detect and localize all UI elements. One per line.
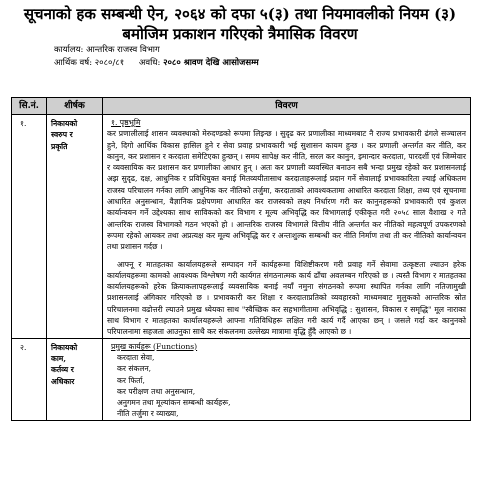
- subheading-background: १. पृष्ठभूमि: [111, 118, 141, 127]
- year-line: [54, 57, 480, 70]
- title-line-1: सूचनाको हक सम्बन्धी ऐन, २०६४ को दफा ५(३) तथा नियमावलीको नियम (३): [23, 5, 457, 23]
- function-item: कर फिर्ता,: [117, 375, 145, 385]
- table-row: [12, 115, 471, 339]
- function-item: कर संकलन,: [117, 364, 152, 374]
- heading-line: निकायको: [51, 342, 78, 352]
- page-title: [0, 0, 480, 44]
- function-item: अनुगमन तथा मूल्यांकन सम्बन्धी कार्यहरू,: [117, 398, 231, 408]
- fiscal-year: २०८०/८१: [94, 58, 125, 68]
- col-header-heading: शीर्षक: [47, 98, 103, 115]
- col-header-details: विवरण: [103, 98, 471, 115]
- table-row: [12, 338, 471, 420]
- heading-line: स्वरुप र: [51, 130, 73, 140]
- fiscal-year-label: आर्थिक वर्ष:: [54, 58, 93, 68]
- function-item: करदाता सेवा,: [117, 352, 155, 362]
- function-item: कर परीक्षण तथा अनुसन्धान,: [117, 386, 196, 396]
- row-details: [103, 338, 471, 420]
- report-table: [11, 97, 471, 421]
- col-header-serial: सि.नं.: [12, 98, 47, 115]
- row-serial: १.: [12, 115, 47, 339]
- row-details: [103, 115, 471, 339]
- heading-line: काम,: [51, 353, 66, 363]
- heading-line: निकायको: [51, 119, 78, 128]
- paragraph: कर प्रणालीलाई शासन व्यवस्थाको मेरुदण्डको रूपमा लिइन्छ । सुदृढ कर प्रणालीका माध्यमबाट नै राज्य प्रभावकारी ढंगले सञ्चालन हुने, दिगो आर्थिक विकास हासिल हुने र सेवा प्रवाह प्रभावकारी भई सुशासन कायम हुन्छ । कर प्रणाली अन्तर्गत कर नीति, कर कानुन, कर प्रशासन र करदाता समेटिएका हुन्छन् । समय सापेक्ष कर नीति, सरल कर कानुन, इमान्दार करदाता, पारदर्शी एवं जिम्मेवार र व्यवसायिक कर प्रशासन कर प्रणालीका आधार हुन् । अतः कर प्रणाली व्यवस्थित बनाउन सबै भन्दा प्रमुख रहेको कर प्रशासनलाई अझ सुदृढ, दक्ष, आधुनिक र प्रविधियुक्त बनाई मितव्ययीतासाथ करदाताहरूलाई प्रदान गर्ने सेवालाई प्रभावकारिता ल्याई अधिकतम राजस्व परिचालन गर्नका लागि आधुनिक कर नीतिको तर्जुमा, करदाताको आवश्यकतामा आधारित करदाता शिक्षा, तथ्य एवं सूचनामा आधारित अनुसन्धान, वैज्ञानिक प्रक्षेपणमा आधारित कर राजस्वको लक्ष्य निर्धारण गरी कर कानुनहरूको प्रभावकारी एवं कुशल कार्यान्वयन गर्ने उद्देश्यका साथ साविकको कर विभाग र मूल्य अभिवृद्धि कर विभागलाई एकीकृत गरी २०५८ साल वैशाख २ गते आन्तरिक राजस्व विभागको गठन भएको हो । आन्तरिक राजस्व विभागले वित्तीय नीति अन्तर्गत कर नीतिको महत्वपूर्ण उपकरणको रूपमा रहेको आयकर तथा अप्रत्यक्ष कर मूल्य अभिवृद्धि कर र अन्तःशुल्क सम्बन्धी कर नीति निर्माण तथा ती कर नीतिको कार्यान्वयन तथा प्रशासन गर्दछ ।: [107, 129, 466, 252]
- period: २०८० श्रावण देखि आसोजसम्म: [163, 58, 259, 68]
- heading-line: अधिकार: [51, 376, 75, 386]
- table-header-row: [12, 98, 471, 115]
- heading-line: कर्तव्य र: [51, 365, 74, 375]
- office-name: आन्तरिक राजस्व विभाग: [86, 45, 160, 55]
- function-item: नीति तर्जुमा र व्याख्या,: [117, 409, 179, 419]
- row-heading: [47, 338, 103, 420]
- row-serial: २.: [12, 338, 47, 420]
- period-label: अवधि:: [138, 58, 161, 68]
- paragraph: आफ्नू र मातहतका कार्यालयहरूले सम्पादन गर्ने कार्यहरूमा विशिष्टीकरण गरी प्रवाह गर्ने सेवामा उत्कृष्टता ल्याउन हरेक कार्यालयहरूमा कामको आवश्यक विश्लेषण गरी कार्यगत संगठनात्मक कार्य ढाँचा अवलम्बन गरिएको छ । त्यस्तै विभाग र मातहतका कार्यालयहरूको हरेक क्रियाकलापहरूलाई व्यवसायिक बनाई नयाँ नमुना संगठनको रूपमा स्थापित गर्नका लागि नतिजामुखी प्रशासनलाई अंगिकार गरिएको छ । प्रभावकारी कर शिक्षा र करदाताप्रतिको व्यवहारको माध्यमबाट मुलुकको आन्तरिक स्रोत परिचालनमा वढोत्तरी ल्याउने प्रमुख ध्येयका साथ "स्वैच्छिक कर सहभागीतामा अभिवृद्धि : सुशासन, विकास र समृद्धि" मूल नाराका साथ विभाग र मातहतका कार्यालयहरूले आफ्ना गतिविधिहरू लक्षित गरी कार्य गर्दै आएका छन् । जसले गर्दा कर कानुनको परिपालनामा सहजता आउनुका साथै कर संकलनमा उल्लेख्य मात्रामा वृद्धि हुँदै आएको छ ।: [107, 259, 466, 337]
- title-line-2: बमोजिम प्रकाशन गरिएको त्रैमासिक विवरण: [122, 25, 358, 43]
- subheading-functions: प्रमुख कार्यहरू (Functions): [111, 341, 198, 351]
- row-heading: [47, 115, 103, 339]
- heading-line: प्रकृति: [51, 141, 68, 151]
- office-label: कार्यालय:: [54, 45, 84, 55]
- office-line: [54, 44, 480, 57]
